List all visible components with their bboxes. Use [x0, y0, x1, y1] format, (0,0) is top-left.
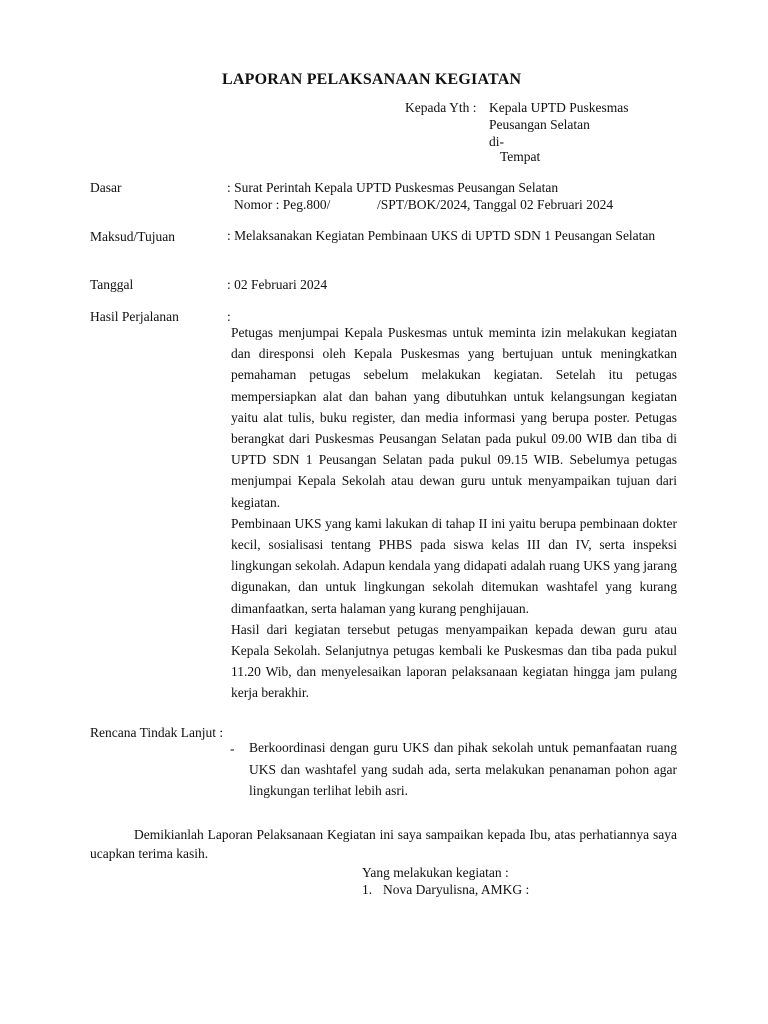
addressee-line-4: Tempat — [500, 149, 541, 164]
addressee-line-1: Kepala UPTD Puskesmas — [489, 100, 629, 115]
hasil-colon: : — [227, 309, 231, 324]
dasar-number-part-2: /SPT/BOK/2024, Tanggal 02 Februari 2024 — [377, 197, 614, 212]
hasil-paragraph-3: Hasil dari kegiatan tersebut petugas menyampaikan kepada dewan guru atau Kepala Sekolah. Selanjutnya petugas kembali ke Puskesmas dan tiba pada pukul 11.20 Wib, dan menyelesaikan laporan pelaksanaan kegiatan hingga jam pulang kerja berakhir. — [231, 621, 677, 701]
signature-name: Nova Daryulisna, AMKG : — [383, 882, 530, 897]
rencana-item: Berkoordinasi dengan guru UKS dan pihak sekolah untuk pemanfaatan ruang UKS dan washtafel yang sudah ada, serta melakukan penanaman pohon agar lingkungan terlihat lebih asri. — [249, 740, 677, 798]
hasil-paragraph-2: Pembinaan UKS yang kami lakukan di tahap II ini yaitu berupa pembinaan dokter kecil, sosialisasi tentang PHBS pada siswa kelas III dan IV, serta inspeksi lingkungan sekolah. Adapun kendala yang didapati adalah ruang UKS yang jarang digunakan, dan untuk lingkungan sekolah ditemukan washtafel yang kurang dimanfaatkan, serta halaman yang kurang penghijauan. — [231, 515, 677, 616]
addressee-line-2: Peusangan Selatan — [489, 117, 590, 132]
tanggal-label: Tanggal — [90, 277, 134, 292]
maksud-text: : Melaksanakan Kegiatan Pembinaan UKS di UPTD SDN 1 Peusangan Selatan — [227, 228, 656, 243]
document-title: LAPORAN PELAKSANAAN KEGIATAN — [222, 71, 522, 88]
rencana-bullet: - — [230, 741, 235, 756]
addressee-label: Kepada Yth : — [405, 100, 477, 115]
hasil-body — [231, 322, 677, 704]
signature-number: 1. — [362, 882, 373, 897]
hasil-paragraph-1: Petugas menjumpai Kepala Puskesmas untuk meminta izin melakukan kegiatan dan diresponsi oleh Kepala Puskesmas yang bertujuan untuk meningkatkan pemahaman petugas sebelum melakukan kegiatan. Setelah itu petugas mempersiapkan alat dan bahan yang dibutuhkan untuk kelangsungan kegiatan yaitu alat tulis, buku register, dan media informasi yang berupa poster. Petugas berangkat dari Puskesmas Peusangan Selatan pada pukul 09.00 WIB dan tiba di UPTD SDN 1 Peusangan Selatan pada pukul 09.15 WIB. Sebelumya petugas menjumpai Kepala Sekolah atau dewan guru untuk menyampaikan tujuan dari kegiatan. — [231, 325, 677, 510]
dasar-number-part-1: Nomor : Peg.800/ — [234, 197, 331, 212]
rencana-label: Rencana Tindak Lanjut : — [90, 725, 224, 740]
hasil-label: Hasil Perjalanan — [90, 309, 179, 324]
tanggal-value: : 02 Februari 2024 — [227, 277, 328, 292]
addressee-line-3: di- — [489, 134, 504, 149]
closing-paragraph: Demikianlah Laporan Pelaksanaan Kegiatan ini saya sampaikan kepada Ibu, atas perhatiannya saya ucapkan terima kasih. — [90, 827, 677, 861]
signature-heading: Yang melakukan kegiatan : — [362, 865, 509, 880]
dasar-label: Dasar — [90, 180, 122, 195]
maksud-label: Maksud/Tujuan — [90, 229, 176, 244]
dasar-line-1: : Surat Perintah Kepala UPTD Puskesmas Peusangan Selatan — [227, 180, 559, 195]
